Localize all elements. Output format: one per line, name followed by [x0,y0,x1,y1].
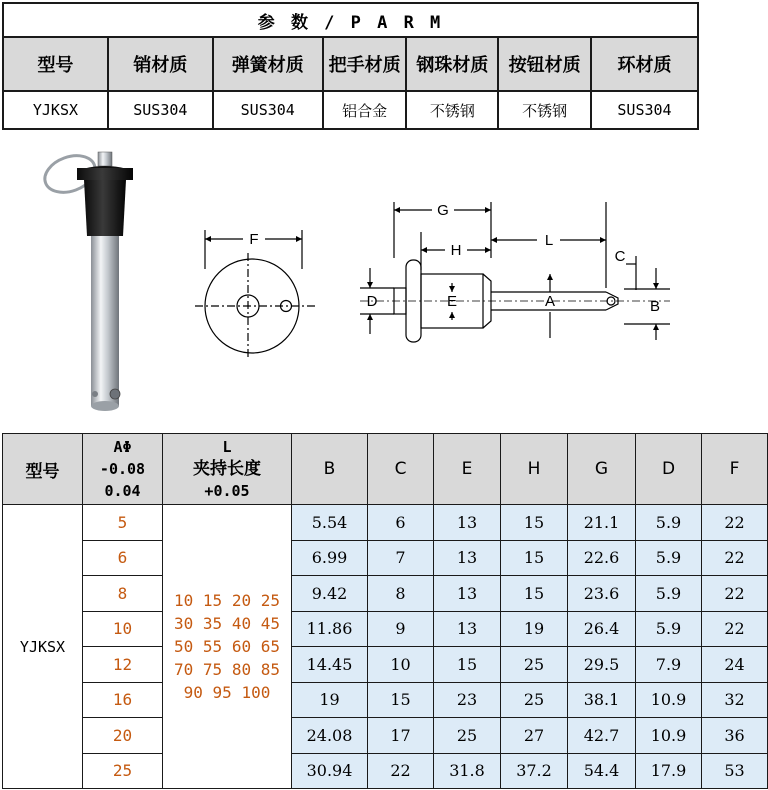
param-header-handle-material: 把手材质 [323,37,407,91]
spec-cell-b: 24.08 [292,718,368,754]
spec-cell-g: 22.6 [568,540,636,576]
spec-header-a-tolerance-high: 0.04 [104,482,141,500]
spec-cell-d: 5.9 [636,576,702,612]
spec-cell-c: 6 [368,505,434,541]
spec-cell-b: 11.86 [292,611,368,647]
spec-header-c: C [368,434,434,505]
param-value-model: YJKSX [3,91,108,129]
param-value-ball-material: 不锈钢 [406,91,498,129]
spec-cell-g: 29.5 [568,647,636,683]
spec-cell-b: 30.94 [292,753,368,789]
spec-row [3,682,768,718]
spec-cell-g: 42.7 [568,718,636,754]
spec-header-a-tolerance-low: -0.08 [99,460,146,478]
spec-header-row [3,434,768,505]
spec-cell-d: 5.9 [636,505,702,541]
spec-cell-e: 13 [434,576,501,612]
spec-cell-c: 7 [368,540,434,576]
spec-cell-b: 19 [292,682,368,718]
spec-cell-e: 25 [434,718,501,754]
spec-header-f: F [702,434,768,505]
flange-end-view-drawing [195,225,315,365]
length-option-line: 30 35 40 45 [174,614,280,633]
param-value-pin-material: SUS304 [108,91,213,129]
spec-cell-f: 22 [702,540,768,576]
spec-cell-a: 6 [83,540,163,576]
spec-cell-e: 31.8 [434,753,501,789]
spec-body [3,505,768,789]
spec-cell-c: 10 [368,647,434,683]
spec-row [3,611,768,647]
spec-cell-a: 5 [83,505,163,541]
spec-cell-g: 26.4 [568,611,636,647]
spec-cell-d: 10.9 [636,682,702,718]
length-option-line: 10 15 20 25 [174,591,280,610]
spec-header-h: H [501,434,568,505]
spec-header-l-subtitle: 夹持长度 [193,459,261,479]
ball-lock-pin-photo [28,144,178,429]
parameter-table [2,2,699,130]
spec-cell-e: 13 [434,611,501,647]
spec-cell-c: 15 [368,682,434,718]
spec-cell-d: 10.9 [636,718,702,754]
param-value-ring-material: SUS304 [591,91,698,129]
spec-row [3,505,768,541]
spec-cell-d: 5.9 [636,540,702,576]
spec-cell-f: 22 [702,505,768,541]
spec-cell-d: 7.9 [636,647,702,683]
label-l: L [544,232,554,249]
spec-cell-h: 25 [501,682,568,718]
param-value-spring-material: SUS304 [213,91,323,129]
spec-model-cell: YJKSX [3,505,83,789]
label-g: G [437,202,449,219]
spec-cell-e: 13 [434,505,501,541]
spec-cell-h: 25 [501,647,568,683]
param-value-button-material: 不锈钢 [498,91,591,129]
spec-cell-a: 10 [83,611,163,647]
param-header-button-material: 按钮材质 [498,37,591,91]
spec-cell-h: 37.2 [501,753,568,789]
spec-cell-h: 15 [501,540,568,576]
spec-header-b: B [292,434,368,505]
param-header-ring-material: 环材质 [591,37,698,91]
label-c: C [614,248,626,265]
spec-cell-h: 19 [501,611,568,647]
spec-cell-d: 17.9 [636,753,702,789]
side-view-dimension-drawing [360,188,670,363]
label-d: D [366,293,378,310]
length-option-line: 90 95 100 [183,683,271,702]
label-f: F [249,231,259,248]
spec-header-g: G [568,434,636,505]
spec-header-model: 型号 [3,434,83,505]
label-e: E [446,293,458,310]
spec-cell-h: 27 [501,718,568,754]
spec-cell-b: 14.45 [292,647,368,683]
spec-header-l-title: L [222,438,232,456]
spec-cell-a: 8 [83,576,163,612]
spec-cell-a: 16 [83,682,163,718]
param-header-ball-material: 钢珠材质 [406,37,498,91]
spec-header-l-tolerance: +0.05 [204,482,250,500]
spec-cell-g: 54.4 [568,753,636,789]
spec-cell-f: 36 [702,718,768,754]
spec-cell-c: 8 [368,576,434,612]
param-header-model: 型号 [3,37,108,91]
spec-cell-b: 9.42 [292,576,368,612]
spec-row [3,718,768,754]
length-option-line: 50 55 60 65 [174,637,280,656]
spec-cell-c: 17 [368,718,434,754]
label-h: H [450,242,462,259]
spec-cell-e: 23 [434,682,501,718]
spec-cell-a: 20 [83,718,163,754]
param-value-handle-material: 铝合金 [323,91,407,129]
spec-cell-h: 15 [501,505,568,541]
label-b: B [649,298,661,315]
spec-cell-f: 22 [702,576,768,612]
length-option-line: 70 75 80 85 [174,660,280,679]
spec-header-e: E [434,434,501,505]
spec-header-d: D [636,434,702,505]
spec-header-a-title: AΦ [113,438,132,456]
spec-cell-c: 9 [368,611,434,647]
label-a: A [544,293,556,310]
spec-cell-e: 13 [434,540,501,576]
spec-cell-d: 5.9 [636,611,702,647]
spec-cell-e: 15 [434,647,501,683]
spec-cell-h: 15 [501,576,568,612]
spec-cell-a: 12 [83,647,163,683]
spec-cell-g: 23.6 [568,576,636,612]
spec-row [3,576,768,612]
parameter-table-title: 参 数 / P A R M [3,3,698,37]
param-header-spring-material: 弹簧材质 [213,37,323,91]
spec-cell-f: 22 [702,611,768,647]
spec-cell-c: 22 [368,753,434,789]
spec-row [3,647,768,683]
spec-cell-b: 6.99 [292,540,368,576]
spec-row [3,753,768,789]
spec-row [3,540,768,576]
spec-cell-f: 53 [702,753,768,789]
spec-length-options-cell [163,505,292,789]
specification-table [2,433,768,789]
spec-cell-g: 38.1 [568,682,636,718]
spec-cell-g: 21.1 [568,505,636,541]
spec-cell-f: 32 [702,682,768,718]
spec-cell-f: 24 [702,647,768,683]
param-header-pin-material: 销材质 [108,37,213,91]
spec-cell-a: 25 [83,753,163,789]
spec-header-l [163,434,292,505]
spec-cell-b: 5.54 [292,505,368,541]
spec-header-a [83,434,163,505]
